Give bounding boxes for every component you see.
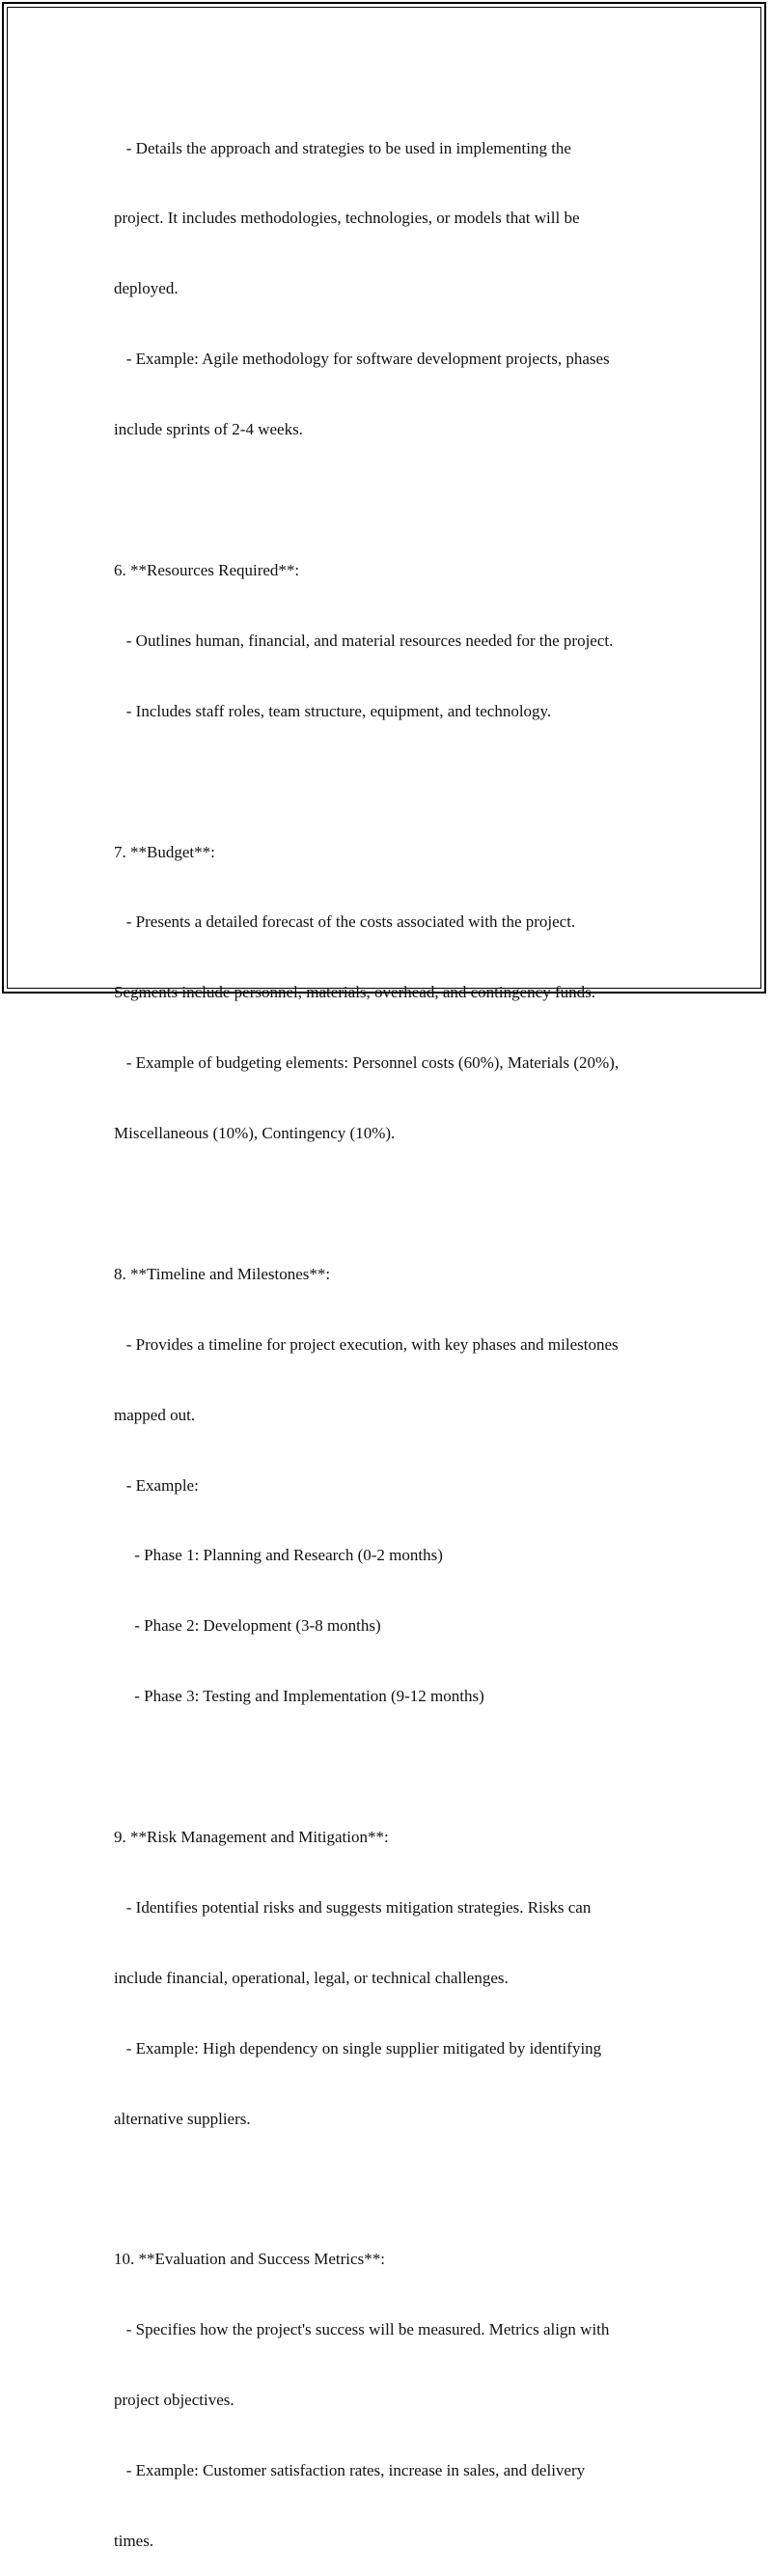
section-heading: 7. **Budget**: xyxy=(114,842,215,861)
text-line: Segments include personnel, materials, overhead, and contingency funds. xyxy=(114,983,595,1002)
text-line: - Specifies how the project's success will be measured. Metrics align with xyxy=(114,2320,610,2339)
text-line: - Details the approach and strategies to be used in implementing the xyxy=(114,138,571,157)
text-line: - Phase 2: Development (3-8 months) xyxy=(114,1616,381,1636)
text-line: - Outlines human, financial, and material resources needed for the project. xyxy=(114,630,614,650)
text-line: project objectives. xyxy=(114,2391,234,2410)
blank-line xyxy=(114,770,674,794)
section-heading: 10. **Evaluation and Success Metrics**: xyxy=(114,2250,385,2269)
text-line: - Example of budgeting elements: Personnel costs (60%), Materials (20%), xyxy=(114,1053,620,1073)
text-line: project. It includes methodologies, technologies, or models that will be xyxy=(114,209,580,228)
text-line: include financial, operational, legal, or technical challenges. xyxy=(114,1968,509,1987)
blank-line xyxy=(114,1192,674,1216)
blank-line xyxy=(114,2177,674,2200)
text-line: include sprints of 2-4 weeks. xyxy=(114,420,303,439)
text-line: - Example: xyxy=(114,1475,199,1495)
text-line: - Example: Customer satisfaction rates, increase in sales, and delivery xyxy=(114,2460,586,2479)
text-line: mapped out. xyxy=(114,1405,196,1424)
text-line: - Phase 1: Planning and Research (0-2 months) xyxy=(114,1546,443,1565)
text-line: - Phase 3: Testing and Implementation (9-12 months) xyxy=(114,1687,484,1706)
text-line: - Example: High dependency on single supplier mitigated by identifying xyxy=(114,2038,602,2058)
text-line: - Includes staff roles, team structure, equipment, and technology. xyxy=(114,701,552,720)
text-line: - Provides a timeline for project execution, with key phases and milestones xyxy=(114,1334,619,1354)
section-heading: 9. **Risk Management and Mitigation**: xyxy=(114,1827,389,1846)
text-line: - Presents a detailed forecast of the costs associated with the project. xyxy=(114,912,576,932)
section-heading: 6. **Resources Required**: xyxy=(114,560,300,579)
text-line: - Example: Agile methodology for software development projects, phases xyxy=(114,350,610,369)
text-line: times. xyxy=(114,2531,154,2550)
text-line: Miscellaneous (10%), Contingency (10%). xyxy=(114,1124,396,1143)
section-heading: 8. **Timeline and Milestones**: xyxy=(114,1264,331,1283)
document-body xyxy=(114,90,674,2576)
text-line: - Identifies potential risks and suggests mitigation strategies. Risks can xyxy=(114,1897,592,1917)
blank-line xyxy=(114,1755,674,1778)
text-line: alternative suppliers. xyxy=(114,2109,251,2128)
text-line: deployed. xyxy=(114,279,179,298)
blank-line xyxy=(114,489,674,512)
